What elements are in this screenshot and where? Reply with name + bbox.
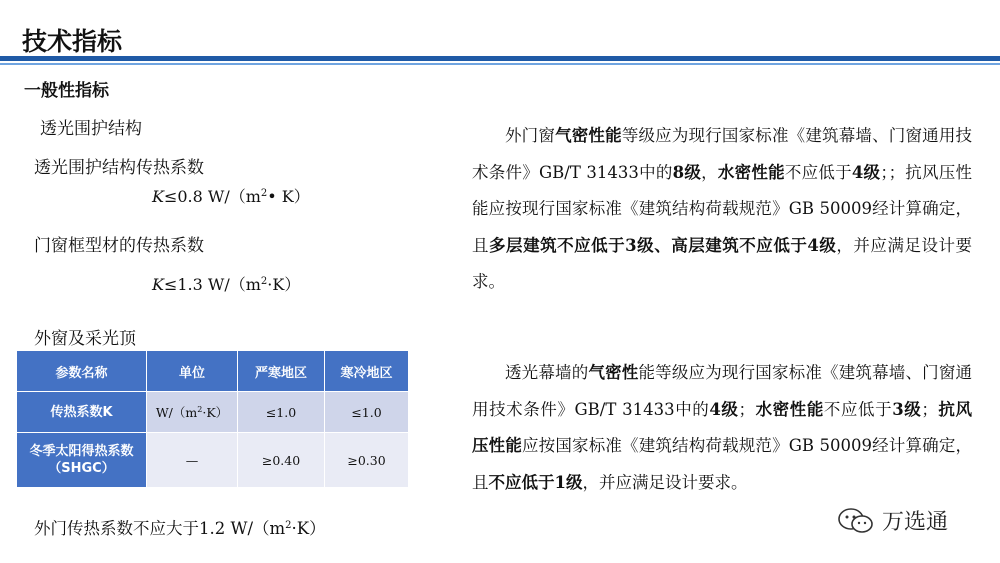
formula-envelope-k: K≤0.8 $W/(m^2•$ K） [152,187,310,206]
header-cold: 寒冷地区 [325,351,409,392]
value-cold: ≥0.30 [325,433,409,488]
table-header-row [17,351,409,392]
table-row [17,392,409,433]
door-heat-transfer-note: 外门传热系数不应大于1.2 $W/(m^2\cdot K)$ [34,519,326,538]
row-name-shgc: 冬季太阳得热系数 （SHGC） [17,433,147,488]
formula-frame-k: K≤1.3 $W/(m^2\cdot K)$ [152,275,301,294]
item-transparent-envelope: 透光围护结构 [40,119,142,139]
header-severe-cold: 严寒地区 [238,351,325,392]
table-row [17,433,409,488]
header-unit: 单位 [147,351,238,392]
title-rule-thin [0,63,1000,65]
row-unit: $W/(m^2\cdot K)$ [147,392,238,433]
value-cold: ≤1.0 [325,392,409,433]
watermark [836,505,948,536]
value-severe-cold: ≥0.40 [238,433,325,488]
wechat-icon [836,506,876,536]
value-severe-cold: ≤1.0 [238,392,325,433]
page-title: 技术指标 [22,27,123,56]
item-envelope-heat-transfer: 透光围护结构传热系数 [34,158,204,178]
watermark-text: 万选通 [882,510,949,535]
row-unit: — [147,433,238,488]
paragraph-curtain-wall-performance: 透光幕墙的气密性能等级应为现行国家标准《建筑幕墙、门窗通用技术条件》GB/T 31433中的4级；水密性能不应低于3级；抗风压性能应按国家标准《建筑结构荷载规范》GB 50009经计算确定，且不应低于1级，并应满足设计要求。 [472,363,973,492]
item-frame-heat-transfer: 门窗框型材的传热系数 [34,236,204,256]
title-rule-thick [0,56,1000,61]
row-name-heat-transfer: 传热系数K [17,392,147,433]
paragraph-door-window-performance: 外门窗气密性能等级应为现行国家标准《建筑幕墙、门窗通用技术条件》GB/T 31433中的8级，水密性能不应低于4级；；抗风压性能应按现行国家标准《建筑结构荷载规范》GB 50009经计算确定，且多层建筑不应低于3级、高层建筑不应低于4级，并应满足设计要求。 [472,126,973,291]
parameter-table [16,350,409,488]
item-window-skylight: 外窗及采光顶 [34,329,136,349]
section-title: 一般性指标 [24,81,109,101]
header-param-name: 参数名称 [17,351,147,392]
